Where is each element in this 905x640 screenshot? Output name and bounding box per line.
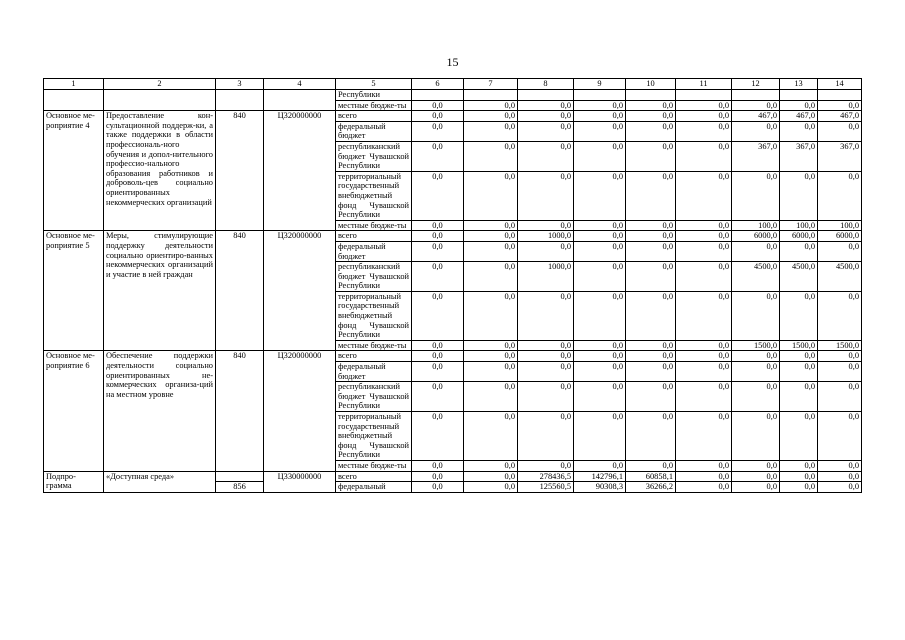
value-cell: 6000,0 <box>780 231 818 242</box>
value-cell: 0,0 <box>464 220 518 231</box>
value-cell: 0,0 <box>412 291 464 340</box>
value-cell: 0,0 <box>518 412 574 461</box>
value-cell: 36266,2 <box>626 482 676 493</box>
value-cell: 0,0 <box>780 412 818 461</box>
header-cell: 2 <box>104 79 216 90</box>
value-cell: 0,0 <box>412 121 464 141</box>
value-cell: 0,0 <box>518 351 574 362</box>
value-cell: 0,0 <box>574 351 626 362</box>
source-cell: республиканский бюджет Чувашской Республики <box>336 262 412 292</box>
name-cell: «Доступная среда» <box>104 471 216 492</box>
value-cell: 60858,1 <box>626 471 676 482</box>
grbs-cell: 840 <box>216 111 264 231</box>
status-cell <box>44 90 104 111</box>
value-cell: 0,0 <box>732 460 780 471</box>
value-cell: 0,0 <box>676 171 732 220</box>
value-cell: 0,0 <box>412 362 464 382</box>
table-row <box>44 471 862 482</box>
source-cell: территориальный государственный внебюджетный фонд Чувашской Республики <box>336 412 412 461</box>
value-cell: 0,0 <box>464 171 518 220</box>
value-cell: 0,0 <box>574 340 626 351</box>
header-cell: 13 <box>780 79 818 90</box>
value-cell: 4500,0 <box>780 262 818 292</box>
value-cell: 0,0 <box>518 291 574 340</box>
source-cell: территориальный государственный внебюджетный фонд Чувашской Республики <box>336 291 412 340</box>
source-cell: федеральный бюджет <box>336 362 412 382</box>
value-cell: 6000,0 <box>818 231 862 242</box>
value-cell: 0,0 <box>780 100 818 111</box>
header-cell: 11 <box>676 79 732 90</box>
value-cell: 0,0 <box>676 340 732 351</box>
value-cell: 0,0 <box>732 482 780 493</box>
value-cell: 0,0 <box>818 171 862 220</box>
header-cell: 7 <box>464 79 518 90</box>
value-cell: 0,0 <box>818 382 862 412</box>
value-cell: 0,0 <box>518 121 574 141</box>
value-cell: 125560,5 <box>518 482 574 493</box>
source-cell: республиканский бюджет Чувашской Республики <box>336 141 412 171</box>
value-cell: 0,0 <box>464 121 518 141</box>
value-cell: 0,0 <box>818 351 862 362</box>
value-cell: 0,0 <box>574 362 626 382</box>
header-cell: 9 <box>574 79 626 90</box>
value-cell: 0,0 <box>518 460 574 471</box>
header-cell: 14 <box>818 79 862 90</box>
header-cell: 1 <box>44 79 104 90</box>
value-cell: 0,0 <box>574 171 626 220</box>
value-cell: 0,0 <box>626 220 676 231</box>
value-cell: 0,0 <box>412 231 464 242</box>
value-cell: 1000,0 <box>518 262 574 292</box>
value-cell: 0,0 <box>464 241 518 261</box>
value-cell: 0,0 <box>518 340 574 351</box>
value-cell: 0,0 <box>732 241 780 261</box>
grbs-cell <box>216 471 264 482</box>
source-cell: местные бюдже-ты <box>336 220 412 231</box>
value-cell: 0,0 <box>574 100 626 111</box>
value-cell: 0,0 <box>818 471 862 482</box>
budget-table <box>43 78 862 493</box>
value-cell: 0,0 <box>732 100 780 111</box>
value-cell: 278436,5 <box>518 471 574 482</box>
table-row <box>44 111 862 122</box>
value-cell <box>818 90 862 101</box>
source-cell: Республики <box>336 90 412 101</box>
grbs-cell: 856 <box>216 482 264 493</box>
value-cell: 467,0 <box>732 111 780 122</box>
value-cell: 0,0 <box>412 171 464 220</box>
value-cell: 4500,0 <box>732 262 780 292</box>
value-cell <box>574 90 626 101</box>
value-cell: 142796,1 <box>574 471 626 482</box>
header-cell: 8 <box>518 79 574 90</box>
value-cell: 100,0 <box>818 220 862 231</box>
table-row <box>44 231 862 242</box>
status-cell: Основное ме-роприятие 5 <box>44 231 104 351</box>
value-cell: 0,0 <box>464 100 518 111</box>
value-cell: 0,0 <box>626 351 676 362</box>
value-cell: 0,0 <box>780 482 818 493</box>
value-cell: 0,0 <box>574 231 626 242</box>
value-cell: 0,0 <box>412 141 464 171</box>
value-cell: 0,0 <box>818 362 862 382</box>
header-cell: 10 <box>626 79 676 90</box>
value-cell: 0,0 <box>818 460 862 471</box>
value-cell: 0,0 <box>412 111 464 122</box>
source-cell: всего <box>336 231 412 242</box>
value-cell: 0,0 <box>518 220 574 231</box>
csr-cell: Ц320000000 <box>264 351 336 471</box>
value-cell: 0,0 <box>464 291 518 340</box>
source-cell: местные бюдже-ты <box>336 100 412 111</box>
value-cell: 0,0 <box>818 100 862 111</box>
value-cell: 0,0 <box>676 111 732 122</box>
value-cell: 0,0 <box>412 412 464 461</box>
value-cell: 0,0 <box>464 111 518 122</box>
name-cell <box>104 90 216 111</box>
value-cell: 100,0 <box>732 220 780 231</box>
value-cell: 1500,0 <box>732 340 780 351</box>
source-cell: федеральный <box>336 482 412 493</box>
csr-cell: Ц320000000 <box>264 111 336 231</box>
value-cell <box>412 90 464 101</box>
value-cell: 0,0 <box>412 482 464 493</box>
value-cell: 0,0 <box>818 482 862 493</box>
value-cell: 0,0 <box>818 291 862 340</box>
value-cell: 0,0 <box>626 291 676 340</box>
value-cell: 0,0 <box>732 471 780 482</box>
value-cell: 0,0 <box>464 231 518 242</box>
header-cell: 12 <box>732 79 780 90</box>
value-cell: 0,0 <box>574 262 626 292</box>
value-cell: 0,0 <box>464 412 518 461</box>
source-cell: федеральный бюджет <box>336 241 412 261</box>
value-cell: 1500,0 <box>818 340 862 351</box>
value-cell: 0,0 <box>412 471 464 482</box>
value-cell: 0,0 <box>676 412 732 461</box>
value-cell: 0,0 <box>676 262 732 292</box>
grbs-cell <box>216 90 264 111</box>
value-cell: 0,0 <box>412 460 464 471</box>
value-cell: 0,0 <box>818 241 862 261</box>
header-cell: 5 <box>336 79 412 90</box>
value-cell: 0,0 <box>518 100 574 111</box>
csr-cell <box>264 90 336 111</box>
table-body <box>44 90 862 493</box>
value-cell: 0,0 <box>626 231 676 242</box>
value-cell: 0,0 <box>676 100 732 111</box>
value-cell: 0,0 <box>676 220 732 231</box>
value-cell: 0,0 <box>676 121 732 141</box>
value-cell: 0,0 <box>780 121 818 141</box>
value-cell: 0,0 <box>518 171 574 220</box>
source-cell: федеральный бюджет <box>336 121 412 141</box>
value-cell: 0,0 <box>464 460 518 471</box>
value-cell: 0,0 <box>676 382 732 412</box>
value-cell: 6000,0 <box>732 231 780 242</box>
value-cell: 0,0 <box>518 382 574 412</box>
value-cell: 0,0 <box>780 171 818 220</box>
value-cell: 0,0 <box>626 141 676 171</box>
value-cell: 0,0 <box>574 141 626 171</box>
value-cell: 467,0 <box>818 111 862 122</box>
value-cell: 0,0 <box>464 471 518 482</box>
value-cell: 0,0 <box>780 241 818 261</box>
value-cell: 0,0 <box>676 482 732 493</box>
value-cell: 0,0 <box>412 100 464 111</box>
name-cell: Предоставление кон-сультационной поддерж-ки, а также поддержки в области профессиональ-ного обучения и допол-нительного профессио-нального образования работников и доброволь-цев социально ориентированных некоммерческих организаций <box>104 111 216 231</box>
value-cell: 0,0 <box>626 412 676 461</box>
source-cell: всего <box>336 471 412 482</box>
source-cell: всего <box>336 111 412 122</box>
value-cell: 0,0 <box>412 340 464 351</box>
value-cell: 0,0 <box>464 382 518 412</box>
value-cell: 0,0 <box>626 171 676 220</box>
value-cell: 0,0 <box>780 351 818 362</box>
value-cell: 0,0 <box>464 482 518 493</box>
value-cell <box>676 90 732 101</box>
source-cell: всего <box>336 351 412 362</box>
value-cell: 0,0 <box>574 111 626 122</box>
value-cell: 467,0 <box>780 111 818 122</box>
value-cell: 0,0 <box>676 351 732 362</box>
value-cell: 367,0 <box>818 141 862 171</box>
csr-cell: Ц320000000 <box>264 231 336 351</box>
value-cell: 1500,0 <box>780 340 818 351</box>
source-cell: территориальный государственный внебюджетный фонд Чувашской Республики <box>336 171 412 220</box>
value-cell: 0,0 <box>464 262 518 292</box>
value-cell: 0,0 <box>818 121 862 141</box>
value-cell: 0,0 <box>626 241 676 261</box>
value-cell <box>464 90 518 101</box>
value-cell: 0,0 <box>676 291 732 340</box>
value-cell: 0,0 <box>518 141 574 171</box>
status-cell: Основное ме-роприятие 6 <box>44 351 104 471</box>
value-cell: 0,0 <box>732 362 780 382</box>
grbs-cell: 840 <box>216 231 264 351</box>
name-cell: Меры, стимулирующие поддержку деятельности социально ориентиро-ванных некоммерческих организаций и участие в ней граждан <box>104 231 216 351</box>
value-cell <box>732 90 780 101</box>
value-cell: 0,0 <box>518 362 574 382</box>
value-cell <box>518 90 574 101</box>
value-cell: 0,0 <box>732 291 780 340</box>
value-cell: 90308,3 <box>574 482 626 493</box>
value-cell: 0,0 <box>518 111 574 122</box>
value-cell: 0,0 <box>780 291 818 340</box>
value-cell: 0,0 <box>676 241 732 261</box>
value-cell: 0,0 <box>780 362 818 382</box>
value-cell: 0,0 <box>732 171 780 220</box>
value-cell: 0,0 <box>676 141 732 171</box>
value-cell: 0,0 <box>412 241 464 261</box>
value-cell: 0,0 <box>676 460 732 471</box>
value-cell: 0,0 <box>464 351 518 362</box>
header-cell: 6 <box>412 79 464 90</box>
value-cell: 0,0 <box>412 351 464 362</box>
value-cell: 0,0 <box>732 412 780 461</box>
header-cell: 4 <box>264 79 336 90</box>
source-cell: местные бюдже-ты <box>336 460 412 471</box>
value-cell: 4500,0 <box>818 262 862 292</box>
header-row <box>44 79 862 90</box>
status-cell: Подпро-грамма <box>44 471 104 492</box>
value-cell <box>780 90 818 101</box>
value-cell: 0,0 <box>574 382 626 412</box>
value-cell: 1000,0 <box>518 231 574 242</box>
value-cell: 0,0 <box>732 121 780 141</box>
value-cell: 0,0 <box>464 141 518 171</box>
value-cell: 0,0 <box>626 100 676 111</box>
value-cell: 0,0 <box>574 460 626 471</box>
value-cell: 0,0 <box>780 471 818 482</box>
table-row <box>44 90 862 101</box>
value-cell: 0,0 <box>574 291 626 340</box>
header-cell: 3 <box>216 79 264 90</box>
value-cell: 0,0 <box>676 231 732 242</box>
value-cell: 0,0 <box>574 241 626 261</box>
value-cell: 0,0 <box>626 111 676 122</box>
value-cell: 0,0 <box>676 471 732 482</box>
value-cell: 0,0 <box>732 382 780 412</box>
source-cell: местные бюдже-ты <box>336 340 412 351</box>
value-cell: 0,0 <box>818 412 862 461</box>
csr-cell: Ц330000000 <box>264 471 336 492</box>
value-cell: 0,0 <box>412 220 464 231</box>
value-cell: 0,0 <box>412 382 464 412</box>
value-cell: 0,0 <box>574 121 626 141</box>
value-cell: 367,0 <box>732 141 780 171</box>
value-cell: 100,0 <box>780 220 818 231</box>
value-cell: 367,0 <box>780 141 818 171</box>
value-cell: 0,0 <box>780 382 818 412</box>
value-cell: 0,0 <box>518 241 574 261</box>
value-cell: 0,0 <box>732 351 780 362</box>
page-number: 15 <box>446 55 459 69</box>
value-cell: 0,0 <box>464 340 518 351</box>
value-cell: 0,0 <box>574 412 626 461</box>
name-cell: Обеспечение поддержки деятельности социально ориентированных не-коммерческих организа-ций на местном уровне <box>104 351 216 471</box>
value-cell: 0,0 <box>464 362 518 382</box>
value-cell: 0,0 <box>626 262 676 292</box>
status-cell: Основное ме-роприятие 4 <box>44 111 104 231</box>
value-cell: 0,0 <box>780 460 818 471</box>
value-cell: 0,0 <box>574 220 626 231</box>
source-cell: республиканский бюджет Чувашской Республики <box>336 382 412 412</box>
value-cell: 0,0 <box>626 340 676 351</box>
value-cell: 0,0 <box>412 262 464 292</box>
value-cell: 0,0 <box>626 460 676 471</box>
value-cell: 0,0 <box>676 362 732 382</box>
value-cell: 0,0 <box>626 362 676 382</box>
value-cell: 0,0 <box>626 121 676 141</box>
grbs-cell: 840 <box>216 351 264 471</box>
value-cell: 0,0 <box>626 382 676 412</box>
table-row <box>44 351 862 362</box>
value-cell <box>626 90 676 101</box>
